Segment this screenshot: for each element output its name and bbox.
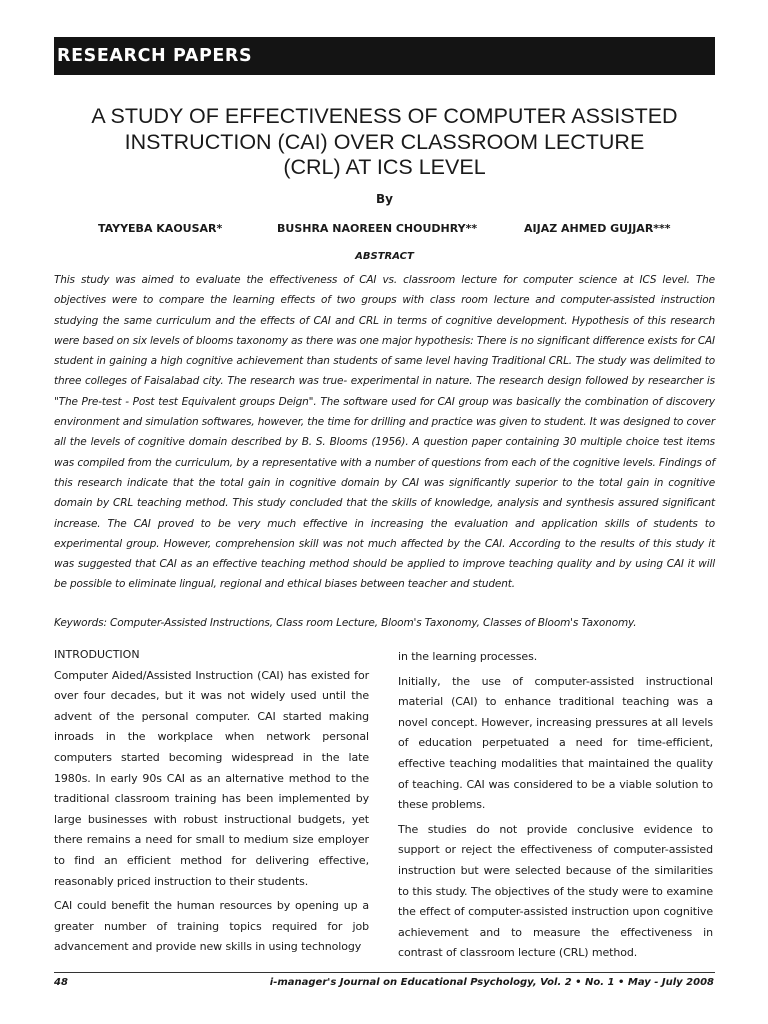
paragraph: The studies do not provide conclusive evidence to support or reject the effectiveness of computer-assisted instruction but were selected because of the similarities to this study. The objectives of the study were to examine the effect of computer-assisted instruction upon cognitive achievement and to measure the effectiveness in contrast of classroom lecture (CRL) method. [398, 822, 713, 960]
paragraph: CAI could benefit the human resources by opening up a greater number of training topics required for job advancement and provide new skills in using technology [54, 899, 369, 954]
introduction-heading: INTRODUCTION [54, 648, 140, 661]
title-line: INSTRUCTION (CAI) OVER CLASSROOM LECTURE [124, 129, 645, 154]
author-3: AIJAZ AHMED GUJJAR*** [524, 222, 671, 235]
title-line: (CRL) AT ICS LEVEL [283, 155, 486, 179]
left-column [54, 645, 369, 962]
paragraph: in the learning processes. [398, 650, 538, 663]
keywords: Keywords: Computer-Assisted Instructions, Class room Lecture, Bloom's Taxonomy, Classes of Bloom's Taxonomy. [54, 617, 637, 629]
abstract-body: This study was aimed to evaluate the effectiveness of CAI vs. classroom lecture for computer science at ICS level. The objectives were to compare the learning effects of two groups with class room lecture and computer-assisted instruction studying the same curriculum and the effects of CAI and CRL in terms of cognitive development. Hypothesis of this research were based on six levels of blooms taxonomy as there was one major hypothesis: There is no significant difference exists for CAI student in gaining a high cognitive achievement than students of same level having Traditional CRL. The study was delimited to three colleges of Faisalabad city. The research was true- experimental in nature. The research design followed by researcher is "The Pre-test - Post test Equivalent groups Deign". The software used for CAI group was basically the combination of discovery environment and simulation softwares, however, the time for drilling and practice was given to student. It was designed to cover all the levels of cognitive domain described by B. S. Blooms (1956). A question paper containing 30 multiple choice test items was compiled from the curriculum, by a representative with a number of questions from each of the cognitive levels. Findings of this research indicate that the total gain in cognitive domain by CAI was significantly superior to the total gain in cognitive domain by CRL teaching method. This study concluded that the skills of knowledge, analysis and synthesis assured significant increase. The CAI proved to be very much effective in increasing the evaluation and application skills of students to experimental group. However, comprehension skill was not much affected by the CAI. According to the results of this study it was suggested that CAI as an effective teaching method should be applied to improve teaching quality and by using CAI it will be possible to eliminate lingual, regional and ethical biases between teacher and student. [54, 274, 715, 591]
footer-divider [54, 972, 715, 973]
page-number: 48 [54, 977, 68, 988]
paper-title [54, 104, 715, 181]
journal-citation: i-manager's Journal on Educational Psychology, Vol. 2 • No. 1 • May - July 2008 [269, 977, 714, 988]
paragraph: Computer Aided/Assisted Instruction (CAI) has existed for over four decades, but it was not widely used until the advent of the personal computer. CAI started making inroads in the workplace when network personal computers started becoming widespread in the late 1980s. In early 90s CAI as an alternative method to the traditional classroom training has been implemented by large businesses with robust instructional budgets, yet there remains a need for small to medium size employer to find an efficient method for delivering effective, reasonably priced instruction to their students. [54, 668, 369, 888]
title-line: A STUDY OF EFFECTIVENESS OF COMPUTER ASSISTED [91, 104, 678, 128]
by-label: By [376, 192, 393, 206]
author-1: TAYYEBA KAOUSAR* [98, 222, 223, 235]
section-banner [54, 37, 715, 75]
author-2: BUSHRA NAOREEN CHOUDHRY** [277, 222, 478, 235]
abstract-heading: ABSTRACT [355, 251, 414, 262]
right-column [398, 647, 713, 968]
paragraph: Initially, the use of computer-assisted instructional material (CAI) to enhance traditional teaching was a novel concept. However, increasing pressures at all levels of education perpetuated a need for time-efficient, effective teaching modalities that maintained the quality of teaching. CAI was considered to be a viable solution to these problems. [398, 674, 713, 812]
section-label: RESEARCH PAPERS [57, 46, 253, 66]
